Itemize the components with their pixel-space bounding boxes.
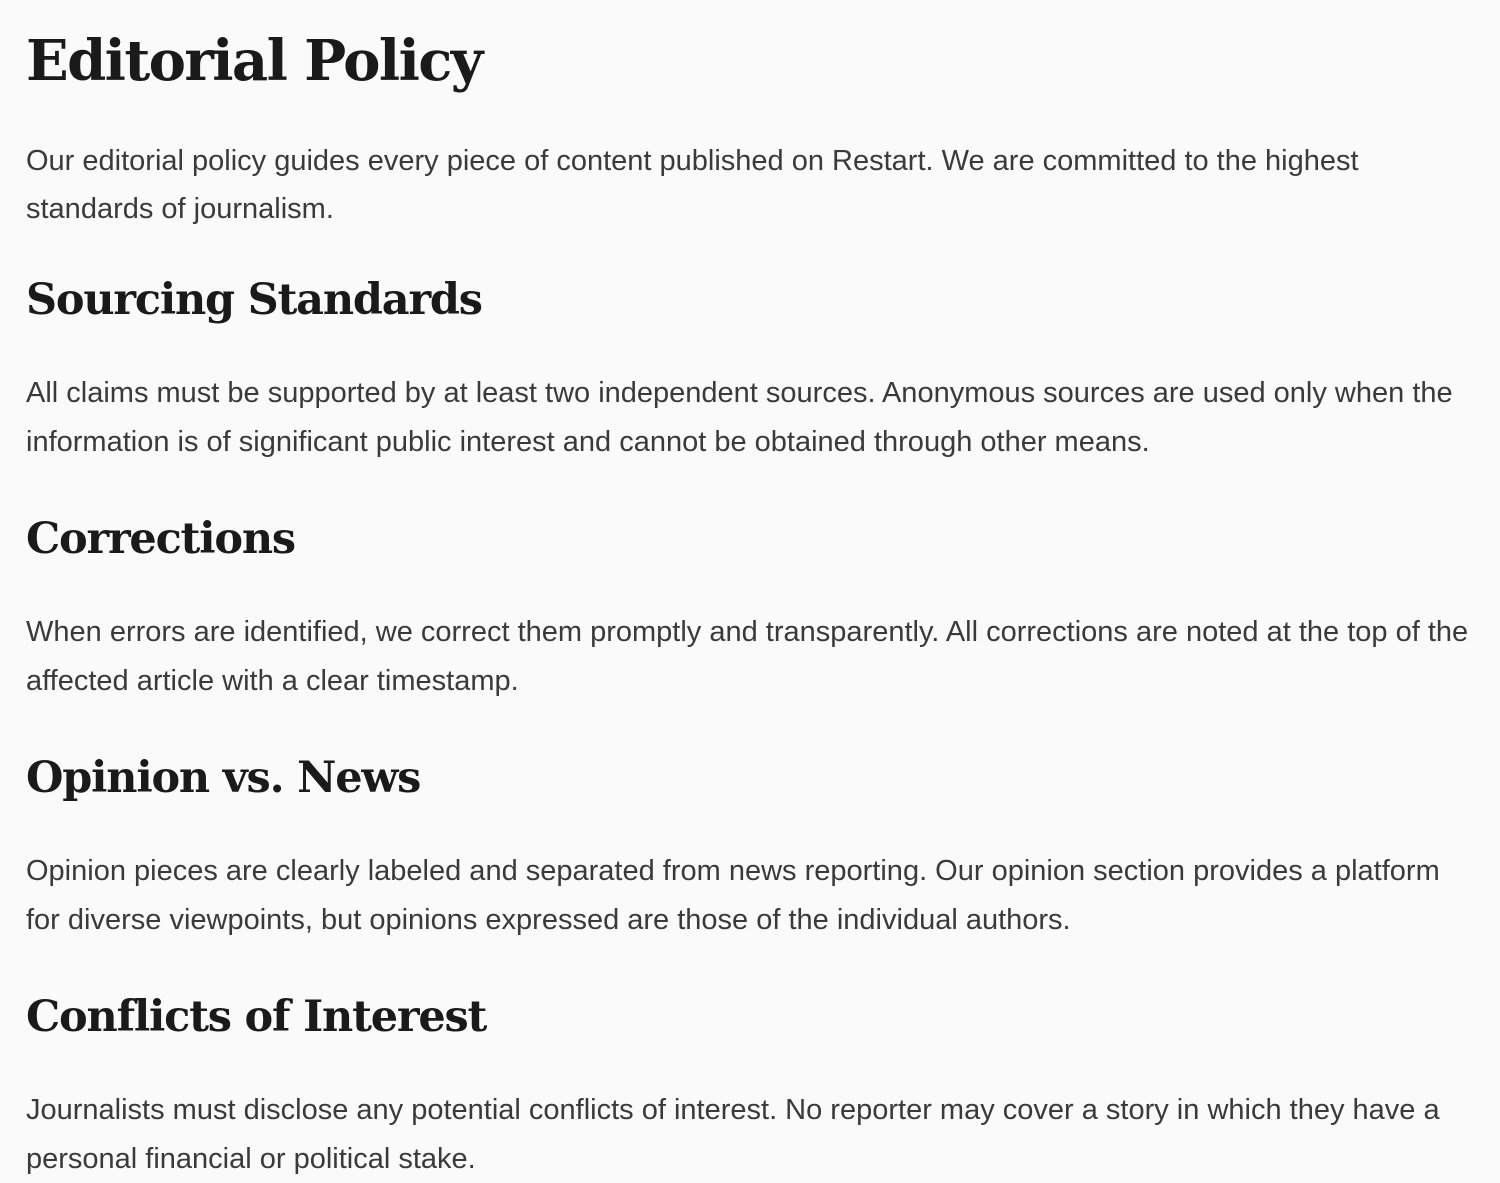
section-body-conflicts-of-interest: Journalists must disclose any potential conflicts of interest. No reporter may cover a story in which they have a personal financial or political stake. — [26, 1094, 1440, 1175]
section-body-corrections: When errors are identified, we correct them promptly and transparently. All corrections are noted at the top of the affected article with a clear timestamp. — [26, 616, 1469, 697]
editorial-policy-page — [26, 0, 1476, 1183]
section-heading-corrections: Corrections — [26, 514, 295, 564]
section-heading-sourcing-standards: Sourcing Standards — [26, 275, 482, 325]
section-heading-opinion-vs-news: Opinion vs. News — [26, 753, 421, 803]
section-body-opinion-vs-news: Opinion pieces are clearly labeled and separated from news reporting. Our opinion section provides a platform for diverse viewpoints, but opinions expressed are those of the individual authors. — [26, 855, 1440, 936]
section-sourcing-standards — [26, 275, 1476, 466]
section-opinion-vs-news — [26, 753, 1476, 944]
page-title: Editorial Policy — [26, 28, 482, 94]
section-heading-conflicts-of-interest: Conflicts of Interest — [26, 992, 487, 1042]
section-conflicts-of-interest — [26, 992, 1476, 1183]
section-body-sourcing-standards: All claims must be supported by at least two independent sources. Anonymous sources are used only when the information is of significant public interest and cannot be obtained through other means. — [26, 377, 1453, 458]
intro-paragraph: Our editorial policy guides every piece of content published on Restart. We are committed to the highest standards of journalism. — [26, 145, 1359, 225]
section-corrections — [26, 514, 1476, 705]
